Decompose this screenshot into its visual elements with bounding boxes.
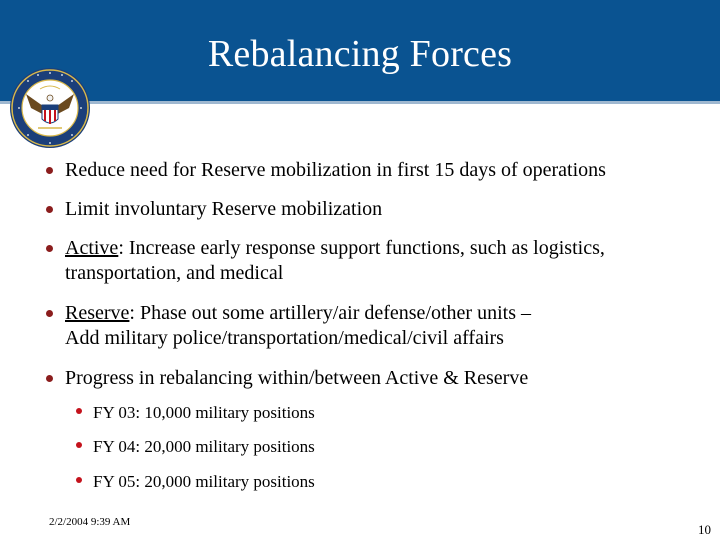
footer-date: 2/2/2004 9:39 AM (49, 516, 131, 528)
bullet-dot (46, 206, 53, 213)
sub-bullet-dot (76, 477, 82, 483)
bullet-text: Progress in rebalancing within/between Active & Reserve (65, 367, 529, 389)
sub-bullet-dot (76, 408, 82, 414)
sub-bullet-text: FY 05: 20,000 military positions (93, 472, 315, 491)
bullet-item (65, 366, 695, 391)
sub-bullet-item (93, 471, 673, 493)
bullet-dot (46, 245, 53, 252)
bullet-dot (46, 310, 53, 317)
bullet-item (65, 197, 695, 222)
sub-bullet-text: FY 04: 20,000 military positions (93, 437, 315, 456)
bullet-item (65, 301, 695, 351)
bullet-lead: Active (65, 237, 119, 259)
sub-bullet-item (93, 436, 673, 458)
bullet-text: : Phase out some artillery/air defense/other units – (129, 302, 531, 324)
page-number: 10 (698, 522, 711, 537)
bullet-text: Limit involuntary Reserve mobilization (65, 198, 383, 220)
bullet-dot (46, 375, 53, 382)
bullet-item (65, 236, 695, 286)
slide-title: Rebalancing Forces (207, 33, 513, 75)
bullet-text-continued: Add military police/transportation/medical/civil affairs (65, 327, 504, 349)
sub-bullet-text: FY 03: 10,000 military positions (93, 403, 315, 422)
bullet-text-continued: transportation, and medical (65, 262, 284, 284)
bullet-text: Reduce need for Reserve mobilization in first 15 days of operations (65, 159, 606, 181)
bullet-text: : Increase early response support functions, such as logistics, (118, 237, 605, 259)
bullet-lead: Reserve (65, 302, 130, 324)
bullet-item (65, 158, 695, 183)
sub-bullet-item (93, 402, 673, 424)
sub-bullet-dot (76, 442, 82, 448)
bullet-dot (46, 167, 53, 174)
